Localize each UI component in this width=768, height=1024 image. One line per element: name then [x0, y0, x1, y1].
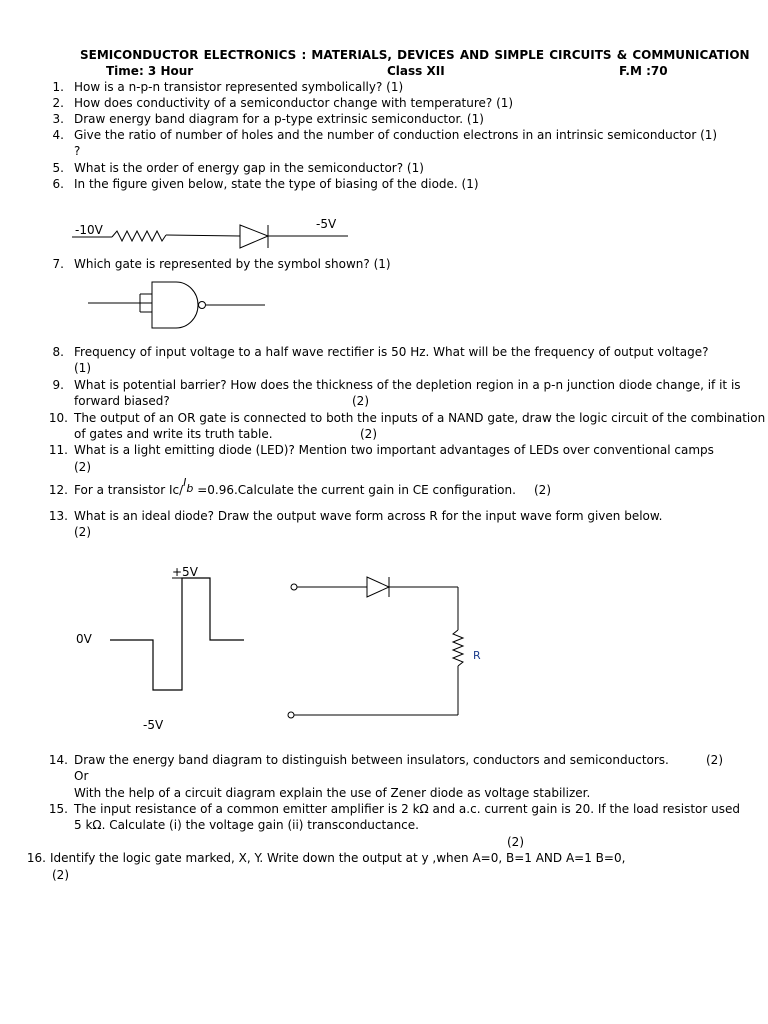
- question-number: 5.: [52, 161, 64, 175]
- right-voltage-label: -5V: [316, 217, 337, 231]
- full-marks: F.M :70: [619, 64, 668, 78]
- waveform-bottom-label: -5V: [143, 718, 164, 732]
- question-number: 14.: [48, 753, 68, 767]
- question-text: Frequency of input voltage to a half wave rectifier is 50 Hz. What will be the frequency of output voltage?: [74, 345, 709, 359]
- question-text: With the help of a circuit diagram explain the use of Zener diode as voltage stabilizer.: [74, 786, 591, 800]
- question-text: Draw energy band diagram for a p-type extrinsic semiconductor. (1): [74, 112, 484, 126]
- question-text: How is a n-p-n transistor represented symbolically? (1): [74, 80, 404, 94]
- question-or: Or: [74, 769, 89, 783]
- question-text: The input resistance of a common emitter amplifier is 2 kΩ and a.c. current gain is: [74, 802, 571, 816]
- question-marks: (2): [74, 460, 91, 474]
- question-number: 4.: [52, 128, 64, 142]
- question-number: 6.: [52, 177, 64, 191]
- question-marks: (2): [52, 868, 69, 882]
- question-text-part: For a transistor Ic/: [74, 483, 184, 497]
- question-marks: (2): [534, 483, 551, 497]
- question-number: 8.: [52, 345, 64, 359]
- question-number: 1.: [52, 80, 64, 94]
- question-marks: (2): [507, 835, 524, 849]
- question-text: forward biased?: [74, 394, 170, 408]
- question-text: Give the ratio of number of holes and the number of conduction electrons in an intrinsic semiconductor (1): [74, 128, 718, 142]
- question-marks: (2): [706, 753, 723, 767]
- question-text: Draw the energy band diagram to distinguish between insulators, conductors and semiconductors.: [74, 753, 669, 767]
- question-number: 15.: [48, 802, 68, 816]
- question-number: 7.: [52, 257, 64, 271]
- question-text: 20. If the load resistor used: [575, 802, 740, 816]
- question-number: 13.: [48, 509, 68, 523]
- exam-class: Class XII: [387, 64, 445, 78]
- question-text: ?: [74, 144, 81, 158]
- question-number: 9.: [52, 378, 64, 392]
- input-waveform: [110, 578, 244, 690]
- question-text: What is potential barrier? How does the thickness of the depletion region in a p-n junction diode change, if it is: [74, 378, 741, 392]
- load-resistor-icon: [453, 630, 463, 666]
- question-text: What is an ideal diode? Draw the output wave form across R for the input wave form given below.: [74, 509, 663, 523]
- question-text: 5 kΩ. Calculate (i) the voltage gain (ii) transconductance.: [74, 818, 419, 832]
- waveform-zero-label: 0V: [76, 632, 92, 646]
- question-text: How does conductivity of a semiconductor change with temperature? (1): [74, 96, 514, 110]
- question-number: 12.: [48, 483, 68, 497]
- question-marks: (2): [352, 394, 369, 408]
- current-symbol: I: [183, 476, 187, 489]
- question-text-part: =0.96.Calculate the current gain in CE configuration.: [193, 483, 516, 497]
- resistor-label: R: [473, 649, 481, 662]
- question-number: 10.: [48, 411, 68, 425]
- exam-time: Time: 3 Hour: [106, 64, 194, 78]
- page-title: SEMICONDUCTOR ELECTRONICS : MATERIALS, DEVICES AND SIMPLE CIRCUITS & COMMUNICATION: [80, 48, 750, 62]
- question-number: 16.: [26, 851, 46, 865]
- question-marks: (1): [74, 361, 91, 375]
- waveform-top-label: +5V: [172, 565, 198, 579]
- question-text: In the figure given below, state the type of biasing of the diode. (1): [74, 177, 479, 191]
- question-number: 3.: [52, 112, 64, 126]
- rectifier-diode-icon: [367, 577, 389, 597]
- question-text: The output of an OR gate is connected to both the inputs of a NAND gate, draw the logic circuit of the combination: [74, 411, 766, 425]
- question-text: Identify the logic gate marked, X, Y. Write down the output at y ,when A=0, B=1 AND A=1 B=0,: [50, 851, 626, 865]
- question-text: What is the order of energy gap in the semiconductor? (1): [74, 161, 424, 175]
- current-subscript: b: [186, 482, 194, 495]
- question-number: 2.: [52, 96, 64, 110]
- question-text: What is a light emitting diode (LED)? Mention two important advantages of LEDs over conventional camps: [74, 443, 714, 457]
- question-text: Which gate is represented by the symbol shown? (1): [74, 257, 391, 271]
- question-text: of gates and write its truth table.: [74, 427, 273, 441]
- question-number: 11.: [48, 443, 68, 457]
- question-marks: (2): [360, 427, 377, 441]
- question-marks: (2): [74, 525, 91, 539]
- left-voltage-label: -10V: [75, 223, 103, 237]
